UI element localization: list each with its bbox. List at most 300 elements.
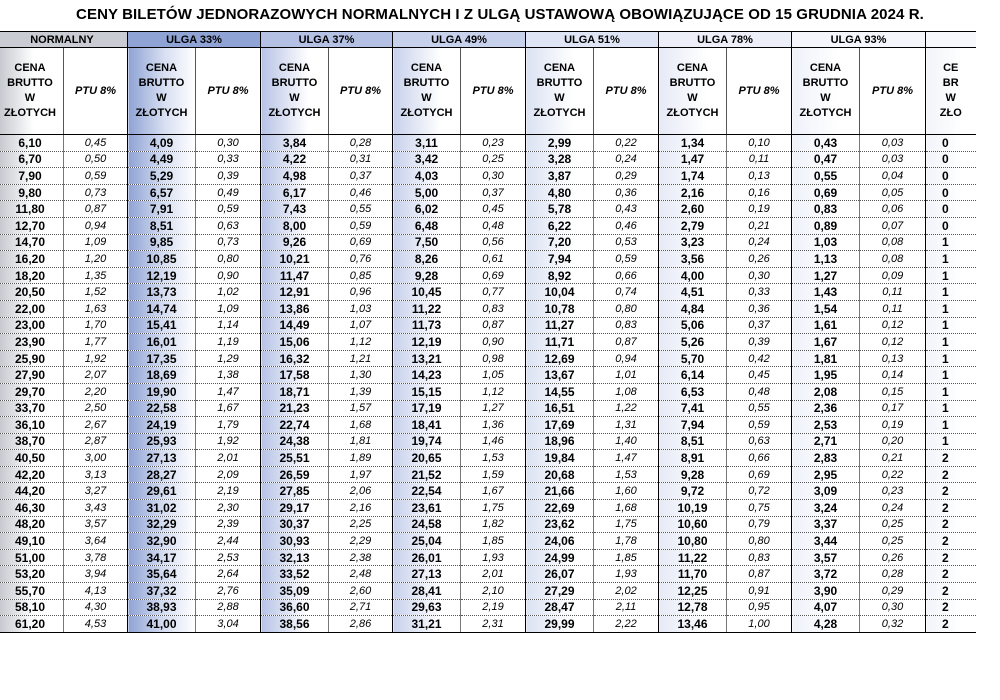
cena-brutto-cell: 22,74 xyxy=(261,417,329,434)
cena-brutto-cell: 40,50 xyxy=(0,450,64,467)
ptu-cell: 4,53 xyxy=(64,616,128,633)
ptu-cell: 1,12 xyxy=(461,383,526,400)
cena-brutto-cell: 8,51 xyxy=(659,433,727,450)
ptu-cell: 2,76 xyxy=(196,583,261,600)
ptu-cell: 0,48 xyxy=(461,217,526,234)
cena-brutto-cell: 23,90 xyxy=(0,334,64,351)
cena-brutto-cell: 20,68 xyxy=(526,466,594,483)
cena-brutto-cell: 5,29 xyxy=(128,168,196,185)
ptu-cell: 0,19 xyxy=(860,417,926,434)
cena-brutto-cell: 34,17 xyxy=(128,549,196,566)
ptu-cell: 0,04 xyxy=(860,168,926,185)
ptu-cell: 0,94 xyxy=(64,217,128,234)
ptu-cell: 0,22 xyxy=(860,466,926,483)
cena-brutto-cell: 58,10 xyxy=(0,599,64,616)
ptu-cell: 1,63 xyxy=(64,300,128,317)
cena-brutto-cell: 11,22 xyxy=(393,300,461,317)
cena-brutto-cell: 3,37 xyxy=(792,516,860,533)
ptu-cell: 1,29 xyxy=(196,350,261,367)
table-row xyxy=(0,433,976,450)
ptu-cell: 0,12 xyxy=(860,317,926,334)
table-row xyxy=(0,184,976,201)
cena-brutto-cell: 0 xyxy=(926,135,976,152)
group-header-ulga-93: ULGA 93% xyxy=(792,32,926,48)
cena-brutto-cell: 2 xyxy=(926,533,976,550)
cena-brutto-cell: 3,42 xyxy=(393,151,461,168)
ptu-cell: 0,87 xyxy=(461,317,526,334)
cena-brutto-cell: 24,38 xyxy=(261,433,329,450)
ptu-cell: 0,13 xyxy=(727,168,792,185)
cena-brutto-cell: 18,71 xyxy=(261,383,329,400)
ptu-cell: 2,87 xyxy=(64,433,128,450)
ptu-cell: 0,55 xyxy=(329,201,393,218)
ptu-cell: 0,76 xyxy=(329,251,393,268)
ptu-cell: 3,78 xyxy=(64,549,128,566)
cena-brutto-cell: 1 xyxy=(926,284,976,301)
cena-brutto-cell: 11,70 xyxy=(659,566,727,583)
table-row xyxy=(0,217,976,234)
cena-brutto-cell: 7,20 xyxy=(526,234,594,251)
cena-brutto-cell: 3,87 xyxy=(526,168,594,185)
table-row xyxy=(0,168,976,185)
cena-brutto-cell: 8,26 xyxy=(393,251,461,268)
cena-brutto-cell: 2 xyxy=(926,583,976,600)
cena-brutto-cell: 1 xyxy=(926,383,976,400)
cena-brutto-cell: 6,22 xyxy=(526,217,594,234)
cena-brutto-cell: 4,51 xyxy=(659,284,727,301)
ptu-cell: 0,26 xyxy=(727,251,792,268)
table-row xyxy=(0,234,976,251)
ptu-cell: 0,49 xyxy=(196,184,261,201)
ptu-cell: 0,74 xyxy=(594,284,659,301)
ptu-cell: 0,19 xyxy=(727,201,792,218)
cena-brutto-cell: 9,28 xyxy=(659,466,727,483)
cena-brutto-cell: 4,22 xyxy=(261,151,329,168)
cena-brutto-cell: 7,90 xyxy=(0,168,64,185)
ptu-cell: 0,28 xyxy=(860,566,926,583)
ptu-cell: 0,61 xyxy=(461,251,526,268)
ptu-cell: 0,63 xyxy=(196,217,261,234)
cena-brutto-cell: 22,69 xyxy=(526,500,594,517)
ptu-cell: 1,78 xyxy=(594,533,659,550)
cena-brutto-cell: 11,22 xyxy=(659,549,727,566)
cena-brutto-cell: 23,61 xyxy=(393,500,461,517)
cena-brutto-cell: 7,43 xyxy=(261,201,329,218)
cena-brutto-cell: 0,43 xyxy=(792,135,860,152)
ptu-cell: 1,01 xyxy=(594,367,659,384)
ptu-cell: 2,19 xyxy=(196,483,261,500)
cena-brutto-cell: 8,91 xyxy=(659,450,727,467)
cena-brutto-cell: 33,70 xyxy=(0,400,64,417)
cena-brutto-cell: 4,84 xyxy=(659,300,727,317)
ptu-header: PTU 8% xyxy=(64,48,128,135)
ptu-cell: 0,26 xyxy=(860,549,926,566)
cena-brutto-cell: 2,60 xyxy=(659,201,727,218)
cena-brutto-cell: 3,44 xyxy=(792,533,860,550)
cena-brutto-cell: 0,89 xyxy=(792,217,860,234)
ptu-cell: 1,22 xyxy=(594,400,659,417)
cena-brutto-cell: 19,84 xyxy=(526,450,594,467)
cena-brutto-cell: 38,56 xyxy=(261,616,329,633)
ptu-cell: 1,67 xyxy=(461,483,526,500)
cena-brutto-cell: 48,20 xyxy=(0,516,64,533)
ptu-cell: 0,87 xyxy=(64,201,128,218)
cena-brutto-cell: 11,73 xyxy=(393,317,461,334)
cena-brutto-cell: 2 xyxy=(926,500,976,517)
cena-brutto-cell: 0 xyxy=(926,217,976,234)
cena-brutto-cell: 8,92 xyxy=(526,267,594,284)
ptu-cell: 0,59 xyxy=(329,217,393,234)
ptu-cell: 0,08 xyxy=(860,251,926,268)
ptu-cell: 0,30 xyxy=(461,168,526,185)
cena-brutto-cell: 21,23 xyxy=(261,400,329,417)
cena-brutto-cell: 4,80 xyxy=(526,184,594,201)
ptu-cell: 2,20 xyxy=(64,383,128,400)
ptu-cell: 0,87 xyxy=(594,334,659,351)
ptu-cell: 2,88 xyxy=(196,599,261,616)
cena-brutto-cell: 28,41 xyxy=(393,583,461,600)
ptu-cell: 2,53 xyxy=(196,549,261,566)
cena-brutto-cell: 31,02 xyxy=(128,500,196,517)
cena-brutto-cell: 38,93 xyxy=(128,599,196,616)
ptu-cell: 2,44 xyxy=(196,533,261,550)
cena-brutto-cell: 1 xyxy=(926,300,976,317)
ptu-cell: 0,07 xyxy=(860,217,926,234)
ptu-cell: 0,59 xyxy=(64,168,128,185)
cena-brutto-cell: 30,93 xyxy=(261,533,329,550)
table-row xyxy=(0,599,976,616)
ptu-cell: 1,68 xyxy=(594,500,659,517)
cena-brutto-cell: 1 xyxy=(926,267,976,284)
cena-brutto-cell: 14,23 xyxy=(393,367,461,384)
cena-brutto-header: CENA BRUTTO W ZŁOTYCH xyxy=(393,48,461,135)
cena-brutto-cell: 27,85 xyxy=(261,483,329,500)
ptu-cell: 2,31 xyxy=(461,616,526,633)
ptu-cell: 0,23 xyxy=(461,135,526,152)
cena-brutto-cell: 6,48 xyxy=(393,217,461,234)
cena-brutto-cell: 19,74 xyxy=(393,433,461,450)
ptu-cell: 2,01 xyxy=(461,566,526,583)
table-row xyxy=(0,483,976,500)
ptu-cell: 0,80 xyxy=(594,300,659,317)
cena-brutto-cell: 29,70 xyxy=(0,383,64,400)
cena-brutto-cell: 29,63 xyxy=(393,599,461,616)
cena-brutto-cell: 5,00 xyxy=(393,184,461,201)
ptu-cell: 0,77 xyxy=(461,284,526,301)
cena-brutto-cell: 12,70 xyxy=(0,217,64,234)
cena-brutto-cell: 14,70 xyxy=(0,234,64,251)
ptu-cell: 0,69 xyxy=(329,234,393,251)
cena-brutto-cell: 30,37 xyxy=(261,516,329,533)
ptu-cell: 0,11 xyxy=(727,151,792,168)
cena-brutto-header: CE BR W ZŁO xyxy=(926,48,976,135)
cena-brutto-cell: 2 xyxy=(926,599,976,616)
cena-brutto-cell: 0,83 xyxy=(792,201,860,218)
ptu-cell: 0,46 xyxy=(594,217,659,234)
cena-brutto-header: CENA BRUTTO W ZŁOTYCH xyxy=(0,48,64,135)
ptu-cell: 1,47 xyxy=(196,383,261,400)
cena-brutto-cell: 10,60 xyxy=(659,516,727,533)
cena-brutto-cell: 1,67 xyxy=(792,334,860,351)
ptu-cell: 2,06 xyxy=(329,483,393,500)
cena-brutto-cell: 22,54 xyxy=(393,483,461,500)
cena-brutto-cell: 3,28 xyxy=(526,151,594,168)
cena-brutto-cell: 1 xyxy=(926,334,976,351)
cena-brutto-cell: 9,72 xyxy=(659,483,727,500)
cena-brutto-cell: 24,19 xyxy=(128,417,196,434)
cena-brutto-cell: 0 xyxy=(926,201,976,218)
ptu-cell: 1,09 xyxy=(64,234,128,251)
cena-brutto-cell: 35,09 xyxy=(261,583,329,600)
ptu-cell: 3,00 xyxy=(64,450,128,467)
ptu-cell: 0,08 xyxy=(860,234,926,251)
cena-brutto-cell: 12,19 xyxy=(393,334,461,351)
cena-brutto-cell: 25,04 xyxy=(393,533,461,550)
ptu-cell: 0,03 xyxy=(860,135,926,152)
cena-brutto-cell: 2,99 xyxy=(526,135,594,152)
table-row xyxy=(0,383,976,400)
ptu-cell: 0,42 xyxy=(727,350,792,367)
ptu-cell: 0,24 xyxy=(594,151,659,168)
cena-brutto-cell: 1 xyxy=(926,433,976,450)
ptu-cell: 0,03 xyxy=(860,151,926,168)
ptu-cell: 0,73 xyxy=(64,184,128,201)
ptu-cell: 0,95 xyxy=(727,599,792,616)
ptu-cell: 0,20 xyxy=(860,433,926,450)
ptu-cell: 0,83 xyxy=(594,317,659,334)
ptu-cell: 1,30 xyxy=(329,367,393,384)
cena-brutto-cell: 19,90 xyxy=(128,383,196,400)
cena-brutto-cell: 3,84 xyxy=(261,135,329,152)
ptu-cell: 0,13 xyxy=(860,350,926,367)
group-header-ulga-49: ULGA 49% xyxy=(393,32,526,48)
ptu-cell: 1,21 xyxy=(329,350,393,367)
cena-brutto-cell: 1 xyxy=(926,417,976,434)
cena-brutto-cell: 28,47 xyxy=(526,599,594,616)
ptu-cell: 1,68 xyxy=(329,417,393,434)
cena-brutto-cell: 61,20 xyxy=(0,616,64,633)
cena-brutto-cell: 4,09 xyxy=(128,135,196,152)
cena-brutto-cell: 5,70 xyxy=(659,350,727,367)
ptu-cell: 0,56 xyxy=(461,234,526,251)
cena-brutto-cell: 16,01 xyxy=(128,334,196,351)
cena-brutto-cell: 5,78 xyxy=(526,201,594,218)
ptu-cell: 1,40 xyxy=(594,433,659,450)
table-row xyxy=(0,516,976,533)
ptu-cell: 0,39 xyxy=(727,334,792,351)
group-header-ulga-37: ULGA 37% xyxy=(261,32,393,48)
ptu-cell: 2,16 xyxy=(329,500,393,517)
cena-brutto-cell: 36,60 xyxy=(261,599,329,616)
cena-brutto-cell: 13,46 xyxy=(659,616,727,633)
ptu-cell: 1,77 xyxy=(64,334,128,351)
cena-brutto-cell: 2,36 xyxy=(792,400,860,417)
ptu-cell: 0,90 xyxy=(461,334,526,351)
cena-brutto-cell: 2 xyxy=(926,483,976,500)
cena-brutto-cell: 26,07 xyxy=(526,566,594,583)
ptu-cell: 1,67 xyxy=(196,400,261,417)
ptu-cell: 0,17 xyxy=(860,400,926,417)
ptu-cell: 3,57 xyxy=(64,516,128,533)
cena-brutto-cell: 13,67 xyxy=(526,367,594,384)
ptu-cell: 1,27 xyxy=(461,400,526,417)
cena-brutto-cell: 27,90 xyxy=(0,367,64,384)
ptu-cell: 1,05 xyxy=(461,367,526,384)
ptu-cell: 1,93 xyxy=(461,549,526,566)
cena-brutto-cell: 8,51 xyxy=(128,217,196,234)
cena-brutto-cell: 27,13 xyxy=(128,450,196,467)
ptu-header: PTU 8% xyxy=(727,48,792,135)
cena-brutto-cell: 16,20 xyxy=(0,251,64,268)
ptu-header: PTU 8% xyxy=(594,48,659,135)
cena-brutto-cell: 1,43 xyxy=(792,284,860,301)
ptu-cell: 0,37 xyxy=(727,317,792,334)
cena-brutto-cell: 1,34 xyxy=(659,135,727,152)
cena-brutto-cell: 1,61 xyxy=(792,317,860,334)
ptu-cell: 1,08 xyxy=(594,383,659,400)
ptu-cell: 1,19 xyxy=(196,334,261,351)
ptu-cell: 2,22 xyxy=(594,616,659,633)
ptu-cell: 1,81 xyxy=(329,433,393,450)
cena-brutto-cell: 7,94 xyxy=(659,417,727,434)
cena-brutto-cell: 27,29 xyxy=(526,583,594,600)
cena-brutto-cell: 10,21 xyxy=(261,251,329,268)
cena-brutto-cell: 2 xyxy=(926,616,976,633)
ptu-cell: 2,02 xyxy=(594,583,659,600)
cena-brutto-cell: 4,98 xyxy=(261,168,329,185)
ptu-cell: 2,09 xyxy=(196,466,261,483)
cena-brutto-cell: 21,52 xyxy=(393,466,461,483)
cena-brutto-cell: 38,70 xyxy=(0,433,64,450)
cena-brutto-cell: 4,49 xyxy=(128,151,196,168)
ptu-cell: 0,45 xyxy=(64,135,128,152)
cena-brutto-cell: 23,62 xyxy=(526,516,594,533)
ptu-cell: 0,14 xyxy=(860,367,926,384)
ptu-cell: 1,89 xyxy=(329,450,393,467)
cena-brutto-cell: 25,90 xyxy=(0,350,64,367)
cena-brutto-cell: 3,56 xyxy=(659,251,727,268)
cena-brutto-cell: 2,16 xyxy=(659,184,727,201)
cena-brutto-cell: 1,13 xyxy=(792,251,860,268)
ptu-cell: 3,94 xyxy=(64,566,128,583)
cena-brutto-cell: 3,23 xyxy=(659,234,727,251)
cena-brutto-cell: 51,00 xyxy=(0,549,64,566)
ptu-cell: 3,13 xyxy=(64,466,128,483)
cena-brutto-cell: 10,45 xyxy=(393,284,461,301)
cena-brutto-cell: 14,55 xyxy=(526,383,594,400)
ptu-cell: 0,30 xyxy=(727,267,792,284)
ptu-cell: 1,75 xyxy=(461,500,526,517)
table-row xyxy=(0,500,976,517)
cena-brutto-cell: 6,14 xyxy=(659,367,727,384)
cena-brutto-cell: 1,27 xyxy=(792,267,860,284)
ptu-cell: 0,87 xyxy=(727,566,792,583)
cena-brutto-cell: 49,10 xyxy=(0,533,64,550)
ptu-cell: 1,60 xyxy=(594,483,659,500)
table-row xyxy=(0,400,976,417)
cena-brutto-cell: 3,57 xyxy=(792,549,860,566)
ptu-cell: 0,24 xyxy=(727,234,792,251)
ptu-cell: 0,36 xyxy=(594,184,659,201)
ptu-cell: 0,39 xyxy=(196,168,261,185)
ptu-cell: 0,21 xyxy=(727,217,792,234)
group-header-row xyxy=(0,32,976,48)
cena-brutto-cell: 28,27 xyxy=(128,466,196,483)
ptu-cell: 2,07 xyxy=(64,367,128,384)
table-row xyxy=(0,284,976,301)
cena-brutto-cell: 2 xyxy=(926,516,976,533)
cena-brutto-cell: 6,53 xyxy=(659,383,727,400)
cena-brutto-cell: 32,13 xyxy=(261,549,329,566)
cena-brutto-cell: 27,13 xyxy=(393,566,461,583)
ptu-cell: 0,12 xyxy=(860,334,926,351)
ptu-cell: 0,24 xyxy=(860,500,926,517)
cena-brutto-cell: 32,90 xyxy=(128,533,196,550)
cena-brutto-cell: 46,30 xyxy=(0,500,64,517)
ptu-cell: 0,98 xyxy=(461,350,526,367)
cena-brutto-cell: 2 xyxy=(926,549,976,566)
column-header-row xyxy=(0,48,976,135)
cena-brutto-cell: 14,74 xyxy=(128,300,196,317)
cena-brutto-cell: 2,83 xyxy=(792,450,860,467)
ptu-cell: 0,94 xyxy=(594,350,659,367)
cena-brutto-cell: 18,20 xyxy=(0,267,64,284)
ptu-cell: 1,39 xyxy=(329,383,393,400)
cena-brutto-cell: 42,20 xyxy=(0,466,64,483)
ptu-cell: 1,92 xyxy=(64,350,128,367)
cena-brutto-header: CENA BRUTTO W ZŁOTYCH xyxy=(659,48,727,135)
ptu-cell: 0,36 xyxy=(727,300,792,317)
ptu-cell: 4,13 xyxy=(64,583,128,600)
ticket-price-table xyxy=(0,31,976,633)
ptu-cell: 1,53 xyxy=(594,466,659,483)
cena-brutto-cell: 10,19 xyxy=(659,500,727,517)
cena-brutto-cell: 0 xyxy=(926,168,976,185)
cena-brutto-cell: 2,95 xyxy=(792,466,860,483)
cena-brutto-cell: 11,47 xyxy=(261,267,329,284)
cena-brutto-cell: 0,55 xyxy=(792,168,860,185)
ptu-cell: 4,30 xyxy=(64,599,128,616)
ptu-cell: 1,31 xyxy=(594,417,659,434)
ptu-cell: 0,23 xyxy=(860,483,926,500)
table-row xyxy=(0,300,976,317)
cena-brutto-cell: 3,72 xyxy=(792,566,860,583)
ptu-cell: 1,85 xyxy=(461,533,526,550)
cena-brutto-cell: 2,71 xyxy=(792,433,860,450)
cena-brutto-cell: 22,58 xyxy=(128,400,196,417)
table-row xyxy=(0,466,976,483)
cena-brutto-cell: 18,41 xyxy=(393,417,461,434)
cena-brutto-cell: 20,50 xyxy=(0,284,64,301)
cena-brutto-cell: 22,00 xyxy=(0,300,64,317)
cena-brutto-cell: 24,06 xyxy=(526,533,594,550)
ptu-cell: 0,72 xyxy=(727,483,792,500)
cena-brutto-cell: 12,91 xyxy=(261,284,329,301)
cena-brutto-cell: 1 xyxy=(926,234,976,251)
ptu-cell: 2,10 xyxy=(461,583,526,600)
ptu-cell: 2,11 xyxy=(594,599,659,616)
cena-brutto-cell: 26,01 xyxy=(393,549,461,566)
cena-brutto-cell: 6,57 xyxy=(128,184,196,201)
ptu-cell: 2,60 xyxy=(329,583,393,600)
cena-brutto-cell: 29,99 xyxy=(526,616,594,633)
table-row xyxy=(0,417,976,434)
table-row xyxy=(0,251,976,268)
ptu-cell: 0,29 xyxy=(594,168,659,185)
ptu-cell: 0,06 xyxy=(860,201,926,218)
cena-brutto-cell: 3,11 xyxy=(393,135,461,152)
cena-brutto-header: CENA BRUTTO W ZŁOTYCH xyxy=(792,48,860,135)
